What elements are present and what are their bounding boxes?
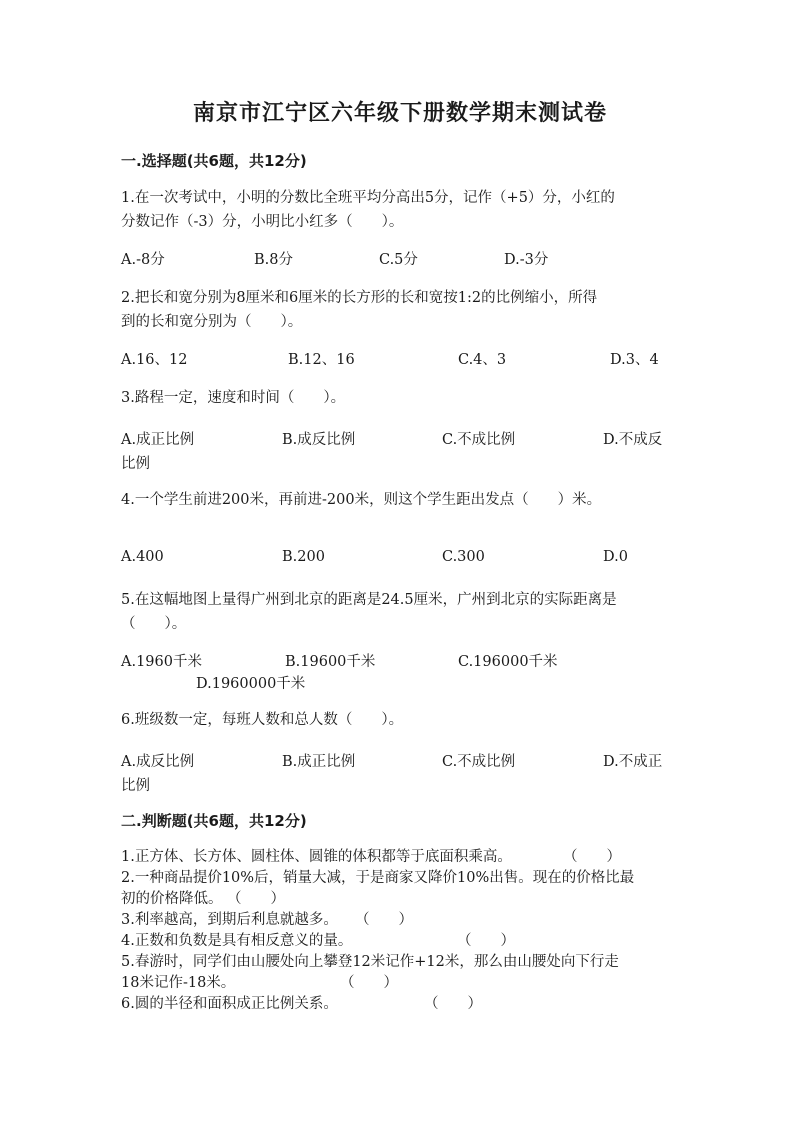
judge-2-answer-blank[interactable]: （ ） [227, 891, 285, 907]
question-3 [121, 386, 681, 410]
question-5-option-b[interactable]: B.19600千米 [285, 654, 376, 670]
judge-6-answer-blank[interactable]: （ ） [424, 996, 482, 1012]
judge-1-text: 1.正方体、长方体、圆柱体、圆锥的体积都等于底面积乘高。 [121, 849, 512, 865]
judge-6-text: 6.圆的半径和面积成正比例关系。 [121, 996, 338, 1012]
question-2-option-d[interactable]: D.3、4 [610, 352, 659, 368]
question-6-option-c[interactable]: C.不成比例 [442, 754, 516, 770]
question-5-option-a[interactable]: A.1960千米 [121, 654, 202, 670]
question-3-option-a[interactable]: A.成正比例 [121, 432, 195, 448]
question-2-line2: 到的长和宽分别为（ ）。 [121, 314, 303, 330]
judge-5-answer-blank[interactable]: （ ） [340, 975, 398, 991]
question-2-line1: 2.把长和宽分别为8厘米和6厘米的长方形的长和宽按1:2的比例缩小，所得 [121, 290, 598, 306]
judge-3-answer-blank[interactable]: （ ） [355, 912, 413, 928]
judge-1-answer-blank[interactable]: （ ） [563, 849, 621, 865]
question-6-option-d[interactable]: D.不成正 [603, 754, 663, 770]
question-3-line1: 3.路程一定，速度和时间（ ）。 [121, 390, 346, 406]
judge-5-text-cont: 18米记作-18米。 [121, 975, 236, 991]
question-5-line1: 5.在这幅地图上量得广州到北京的距离是24.5厘米，广州到北京的实际距离是 [121, 592, 617, 608]
question-1-option-d[interactable]: D.-3分 [504, 252, 549, 268]
question-4-option-c[interactable]: C.300 [442, 549, 485, 565]
judge-item [121, 847, 681, 868]
judge-2-text: 2.一种商品提价10%后，销量大减，于是商家又降价10%出售。现在的价格比最 [121, 870, 635, 886]
question-2 [121, 286, 681, 334]
question-1-line2: 分数记作（-3）分，小明比小红多（ ）。 [121, 214, 404, 230]
question-3-options [121, 428, 681, 478]
question-6-option-b[interactable]: B.成正比例 [282, 754, 356, 770]
question-2-option-a[interactable]: A.16、12 [121, 352, 188, 368]
judge-item [121, 889, 681, 910]
question-3-option-c[interactable]: C.不成比例 [442, 432, 516, 448]
question-6-options [121, 750, 681, 800]
question-5-option-c[interactable]: C.196000千米 [458, 654, 558, 670]
judge-item [121, 910, 681, 931]
judge-item [121, 994, 681, 1015]
judge-3-text: 3.利率越高，到期后利息就越多。 [121, 912, 338, 928]
judge-item [121, 973, 681, 994]
question-6-option-d-wrap: 比例 [121, 778, 150, 794]
question-4-option-a[interactable]: A.400 [121, 549, 164, 565]
question-3-option-d[interactable]: D.不成反 [603, 432, 663, 448]
section-heading-judge: 二.判断题(共6题，共12分) [121, 812, 307, 830]
question-5-line2: （ ）。 [121, 616, 187, 632]
question-4-line1: 4.一个学生前进200米，再前进-200米，则这个学生距出发点（ ）米。 [121, 492, 602, 508]
judge-item [121, 868, 681, 889]
question-1-option-c[interactable]: C.5分 [379, 252, 418, 268]
question-2-option-b[interactable]: B.12、16 [288, 352, 355, 368]
judge-4-text: 4.正数和负数是具有相反意义的量。 [121, 933, 353, 949]
question-4-option-d[interactable]: D.0 [603, 549, 628, 565]
question-6-line1: 6.班级数一定，每班人数和总人数（ ）。 [121, 712, 404, 728]
section-heading-choice: 一.选择题(共6题，共12分) [121, 152, 307, 170]
page-title: 南京市江宁区六年级下册数学期末测试卷 [192, 101, 607, 126]
question-5-option-d[interactable]: D.1960000千米 [196, 676, 306, 692]
judge-item [121, 931, 681, 952]
judge-item [121, 952, 681, 973]
question-2-option-c[interactable]: C.4、3 [458, 352, 507, 368]
question-1-option-b[interactable]: B.8分 [254, 252, 293, 268]
question-1 [121, 186, 681, 234]
question-1-line1: 1.在一次考试中，小明的分数比全班平均分高出5分，记作（+5）分，小红的 [121, 190, 615, 206]
question-3-option-b[interactable]: B.成反比例 [282, 432, 356, 448]
question-3-option-d-wrap: 比例 [121, 456, 150, 472]
question-6-option-a[interactable]: A.成反比例 [121, 754, 195, 770]
question-6 [121, 708, 681, 732]
judge-5-text: 5.春游时，同学们由山腰处向上攀登12米记作+12米，那么由山腰处向下行走 [121, 954, 619, 970]
question-1-option-a[interactable]: A.-8分 [121, 252, 165, 268]
question-5 [121, 588, 681, 636]
judge-list [121, 847, 681, 1015]
judge-2-text-cont: 初的价格降低。 [121, 891, 223, 907]
question-4 [121, 488, 681, 512]
judge-4-answer-blank[interactable]: （ ） [457, 933, 515, 949]
question-5-options [121, 650, 681, 700]
question-4-option-b[interactable]: B.200 [282, 549, 325, 565]
